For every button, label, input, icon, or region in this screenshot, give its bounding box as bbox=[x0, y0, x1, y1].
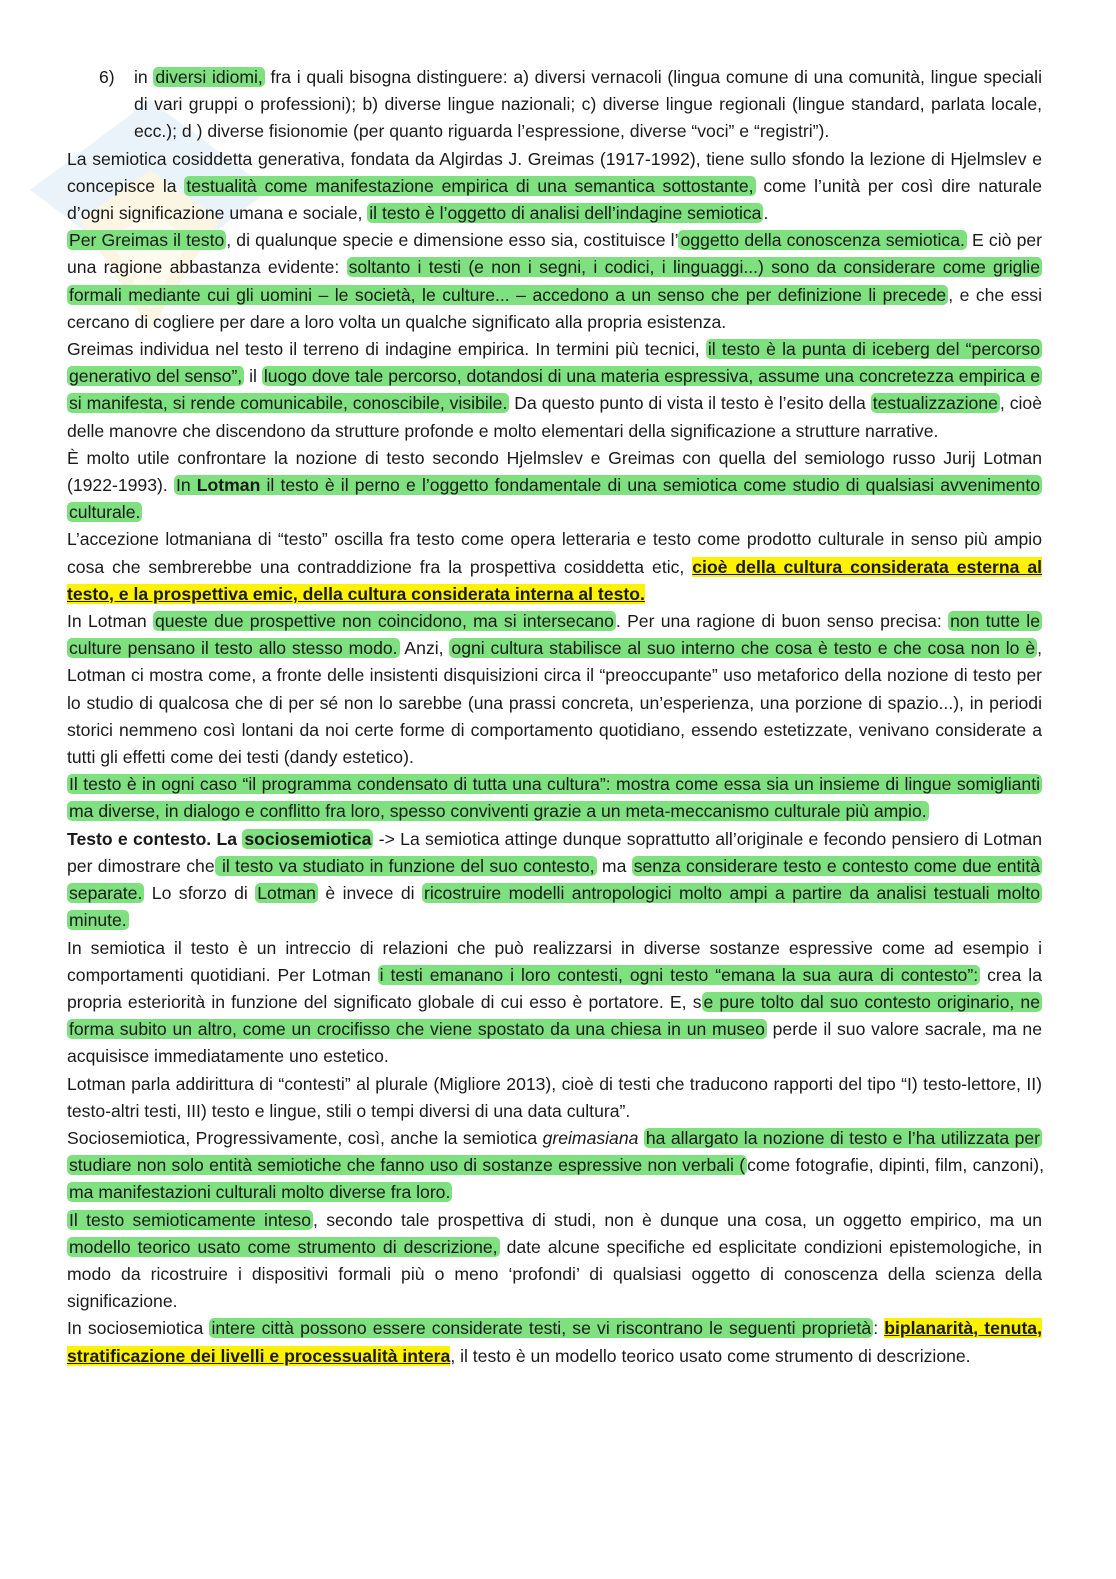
green-highlight: soltanto i testi (e non i segni, i codici, i linguaggi...) sono da considerare come griglie formali mediante cui gli uomini – le società, le culture... – accedono a un senso che per definizione li precede bbox=[69, 257, 1040, 305]
green-highlight: e pure tolto dal suo contesto originario, ne forma subito un altro, come un crocifisso che viene spostato da una chiesa in un museo bbox=[69, 991, 1040, 1040]
green-highlight: il testo va studiato in funzione del suo contesto, bbox=[216, 855, 595, 876]
yellow-highlight: biplanarità, tenuta, stratificazione dei livelli e processualità intera bbox=[67, 1318, 1042, 1366]
green-highlight: i testi emanano i loro contesti, ogni testo “emana la sua aura di contesto”: bbox=[379, 964, 979, 985]
paragraph-citta-testi: In sociosemiotica intere città possono essere considerate testi, se vi riscontrano le seguenti proprietà : biplanarità, tenuta, stratificazione dei livelli e processualità intera, il testo è un modello teorico usato come strumento di descrizione. bbox=[67, 1318, 1042, 1366]
paragraph-programma-condensato bbox=[67, 771, 1042, 825]
paragraph-lotman-prospettive: In Lotman queste due prospettive non coincidono, ma si intersecano . Per una ragione di buon senso precisa: non tutte le culture pensano il testo allo stesso modo. Anzi, ogni cultura stabilisce al suo interno che cosa è testo e che cosa non lo è , Lotman ci mostra come, a fronte delle insistenti disquisizioni circa il “preoccupante” uso metaforico della nozione di testo per lo studio di qualcosa che di per sé non lo sarebbe (una prassi concreta, un’esperienza, una porzione di spazio...), in periodi storici nemmeno così lontani da noi certe forme di comportamento quotidiano, essendo estetizzate, venivano considerate a tutti gli effetti come dei testi (dandy estetico). bbox=[67, 611, 1042, 768]
green-highlight: diversi idiomi, bbox=[155, 67, 263, 87]
paragraph-greimas-testo: Per Greimas il testo , di qualunque specie e dimensione esso sia, costituisce l’ oggetto della conoscenza semiotica. E ciò per una ragione abbastanza evidente: soltanto i testi (e non i segni, i codici, i linguaggi...) sono da considerare come griglie formali mediante cui gli uomini – le società, le culture... – accedono a un senso che per definizione li precede , e che essi cercano di cogliere per dare a loro volta un qualche significato alla propria esistenza. bbox=[67, 230, 1043, 332]
green-highlight: testualizzazione bbox=[872, 393, 998, 414]
green-highlight: il testo è l’oggetto di analisi dell’indagine semiotica bbox=[369, 203, 762, 224]
green-highlight: il testo è la punta di iceberg del “percorso generativo del senso”, bbox=[69, 339, 1040, 387]
section-heading: Testo e contesto. La bbox=[67, 828, 243, 849]
green-highlight: senza considerare testo e contesto come due entità separate. bbox=[69, 855, 1040, 904]
green-highlight: queste due prospettive non coincidono, ma si intersecano bbox=[154, 611, 614, 632]
green-highlight: testualità come manifestazione empirica di una semantica sottostante, bbox=[186, 175, 754, 196]
green-highlight: Il testo è in ogni caso “il programma condensato di tutta una cultura”: mostra come essa sia un insieme di lingue somiglianti ma diverse, in dialogo e conflitto fra loro, spesso conviventi grazie a un meta-meccanismo culturale più ampio. bbox=[69, 774, 1040, 822]
green-highlight: Il testo semioticamente inteso bbox=[69, 1209, 311, 1230]
paragraph-etic-emic: L’accezione lotmaniana di “testo” oscilla fra testo come opera letteraria e testo come prodotto culturale in senso più ampio cosa che sembrerebbe una contraddizione fra la prospettiva cosiddetta etic, cioè della cultura considerata esterna al testo, e la prospettiva emic, della cultura considerata interna al testo. bbox=[67, 529, 1043, 604]
paragraph-sociosemiotica: Sociosemiotica, Progressivamente, così, anche la semiotica greimasiana ha allargato la nozione di testo e l’ha utilizzata per studiare non solo entità semiotiche che fanno uso di sostanze espressive non verbali ( come fotografie, dipinti, film, canzoni), ma manifestazioni culturali molto diverse fra loro. bbox=[67, 1127, 1044, 1203]
green-highlight: modello teorico usato come strumento di descrizione, bbox=[69, 1236, 498, 1257]
green-highlight: sociosemiotica bbox=[244, 828, 372, 849]
list-number: 6) bbox=[99, 67, 115, 87]
paragraph-lotman-intro: È molto utile confrontare la nozione di testo secondo Hjelmslev e Greimas con quella del semiologo russo Jurij Lotman (1922-1993). In Lotman il testo è il perno e l’oggetto fondamentale di una semiotica come studio di qualsiasi avvenimento culturale. bbox=[67, 447, 1042, 523]
paragraph-modello-teorico: Il testo semioticamente inteso , secondo tale prospettiva di studi, non è dunque una cosa, un oggetto empirico, ma un modello teorico usato come strumento di descrizione, date alcune specifiche ed esplicitate condizioni epistemologiche, in modo da ricostruire i dispositivi formali più o meno ‘profondi’ di qualsiasi oggetto di conoscenza della scienza della significazione. bbox=[67, 1209, 1042, 1312]
paragraph-contesti-plurale: Lotman parla addirittura di “contesti” al plurale (Migliore 2013), cioè di testi che traducono rapporti del tipo “I) testo-lettore, II) testo-altri testi, III) testo e lingue, stili o tempi diversi di una data cultura”. bbox=[67, 1073, 1042, 1121]
green-highlight: ha allargato la nozione di testo e l’ha utilizzata per studiare non solo entità semiotiche che fanno uso di sostanze espressive non verbali ( bbox=[69, 1127, 1041, 1176]
paragraph-percorso-generativo: Greimas individua nel testo il terreno di indagine empirica. In termini più tecnici, il testo è la punta di iceberg del “percorso generativo del senso”, il luogo dove tale percorso, dotandosi di una materia espressiva, assume una concretezza empirica e si manifesta, si rende comunicabile, conoscibile, visibile. Da questo punto di vista il testo è l’esito della testualizzazione , cioè delle manovre che discendono da strutture profonde e molto elementari della significazione a strutture narrative. bbox=[67, 339, 1043, 441]
list-item-text: in diversi idiomi, fra i quali bisogna distinguere: a) diversi vernacoli (lingua comune di una comunità, lingue speciali di vari gruppi o professioni); b) diverse lingue nazionali; c) diverse lingue regionali (lingue standard, parlata locale, ecc.); d ) diverse fisionomie (per quanto riguarda l’espressione, diverse “voci” e “registri”). bbox=[134, 67, 1043, 142]
paragraph-aura-contesto: In semiotica il testo è un intreccio di relazioni che può realizzarsi in diverse sostanze espressive come ad esempio i comportamenti quotidiani. Per Lotman i testi emanano i loro contesti, ogni testo “emana la sua aura di contesto”: crea la propria esteriorità in funzione del significato globale di cui esso è portatore. E, s e pure tolto dal suo contesto originario, ne forma subito un altro, come un crocifisso che viene spostato da una chiesa in un museo perde il suo valore sacrale, ma ne acquisisce immediatamente uno estetico. bbox=[67, 937, 1042, 1067]
green-highlight: In Lotman il testo è il perno e l’oggetto fondamentale di una semiotica come studio di qualsiasi avvenimento culturale. bbox=[69, 475, 1040, 523]
green-highlight: luogo dove tale percorso, dotandosi di una materia espressiva, assume una concretezza empirica e si manifesta, si rende comunicabile, conoscibile, visibile. bbox=[69, 366, 1040, 414]
green-highlight: ma manifestazioni culturali molto diverse fra loro. bbox=[69, 1182, 451, 1203]
green-highlight: Lotman bbox=[257, 883, 316, 904]
green-highlight: Per Greimas il testo bbox=[69, 230, 225, 251]
paragraph-testo-contesto: Testo e contesto. La sociosemiotica -> La semiotica attinge dunque soprattutto all’originale e fecondo pensiero di Lotman per dimostrare che il testo va studiato in funzione del suo contesto, ma senza considerare testo e contesto come due entità separate. Lo sforzo di Lotman è invece di ricostruire modelli antropologici molto ampi a partire da analisi testuali molto minute. bbox=[67, 828, 1042, 931]
green-highlight: intere città possono essere considerate testi, se vi riscontrano le seguenti proprietà bbox=[211, 1318, 872, 1339]
yellow-highlight: cioè della cultura considerata esterna al testo, e la prospettiva emic, della cultura considerata interna al testo. bbox=[67, 556, 1043, 604]
green-highlight: non tutte le culture pensano il testo allo stesso modo. bbox=[69, 611, 1040, 659]
document-page bbox=[67, 64, 1042, 1370]
paragraph-greimas-generativa: La semiotica cosiddetta generativa, fondata da Algirdas J. Greimas (1917-1992), tiene sullo sfondo la lezione di Hjelmslev e concepisce la testualità come manifestazione empirica di una semantica sottostante, come l’unità per così dire naturale d’ogni significazione umana e sociale, il testo è l’oggetto di analisi dell’indagine semiotica . bbox=[67, 148, 1042, 224]
green-highlight: oggetto della conoscenza semiotica. bbox=[680, 230, 965, 251]
list-item-6 bbox=[67, 64, 1042, 146]
green-highlight: ricostruire modelli antropologici molto ampi a partire da analisi testuali molto minute. bbox=[69, 883, 1041, 931]
green-highlight: ogni cultura stabilisce al suo interno che cosa è testo e che cosa non lo è bbox=[451, 638, 1036, 659]
